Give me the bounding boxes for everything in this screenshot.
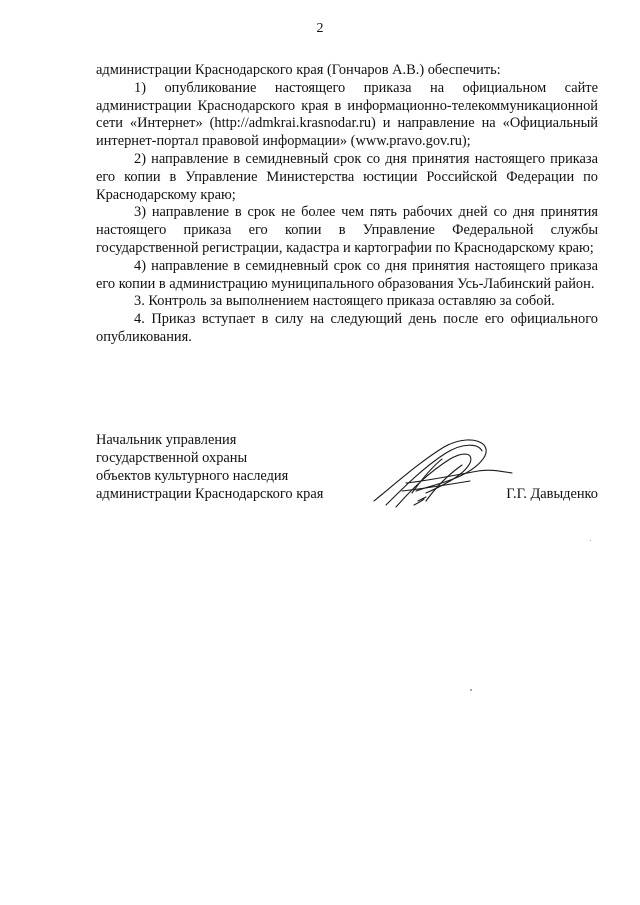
paragraph-intro: администрации Краснодарского края (Гончаров А.В.) обеспечить: (96, 62, 501, 78)
signatory-name: Г.Г. Давыденко (506, 486, 598, 502)
document-body (96, 62, 598, 347)
handwritten-signature (366, 431, 516, 511)
signatory-position (96, 431, 323, 503)
paragraph-item-3: 3) направление в срок не более чем пять рабочих дней со дня принятия настоящего приказа его копии в Управление Федеральной службы государственной регистрации, кадастра и картографии по Краснодарскому краю; (96, 204, 598, 256)
scan-speck (470, 689, 472, 691)
paragraph-item-2: 2) направление в семидневный срок со дня принятия настоящего приказа его копии в Управление Министерства юстиции Российской Федерации по Краснодарскому краю; (96, 150, 598, 203)
paragraph-clause-4: 4. Приказ вступает в силу на следующий день после его официального опубликования. (96, 311, 598, 345)
signatory-position-line: объектов культурного наследия (96, 468, 289, 484)
page-number: 2 (316, 21, 324, 36)
scan-speck (590, 540, 591, 541)
signatory-position-line: Начальник управления (96, 432, 237, 448)
signatory-position-line: администрации Краснодарского края (96, 486, 324, 502)
paragraph-item-4: 4) направление в семидневный срок со дня принятия настоящего приказа его копии в администрацию муниципального образования Усь-Лабинский район. (96, 257, 598, 292)
signatory-position-line: государственной охраны (96, 450, 248, 466)
paragraph-clause-3: 3. Контроль за выполнением настоящего приказа оставляю за собой. (134, 293, 555, 310)
paragraph-item-1: 1) опубликование настоящего приказа на официальном сайте администрации Краснодарского края в информационно-телекоммуникационной сети «Интернет» (http://admkrai.krasnodar.ru) и направление на «Официальный интернет-портал правовой информации» (www.pravo.gov.ru); (96, 79, 598, 150)
signature-block (96, 431, 598, 511)
